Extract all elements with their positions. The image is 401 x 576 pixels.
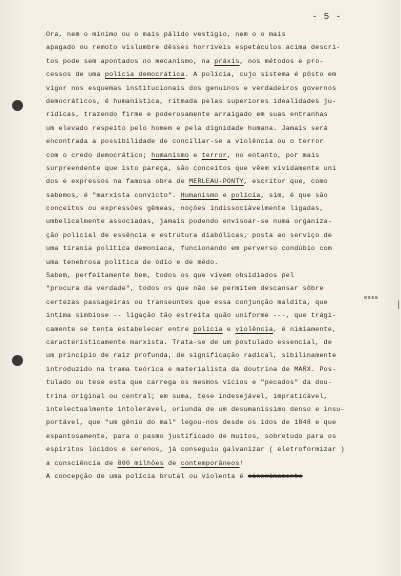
text-segment: Ora, nem o mínimo ou o mais pálido vestígio, nem o o mais bbox=[46, 31, 286, 38]
text-segment: A concepção de uma polícia brutal ou violenta é bbox=[46, 472, 248, 480]
text-segment: um princípio de raiz profunda, de significação radical, sibilinamente bbox=[46, 352, 337, 360]
underlined-text: contemporâneos bbox=[180, 459, 240, 467]
text-segment: tos pode sem apontados no mecanismo, na bbox=[46, 57, 215, 65]
text-segment: dos e expressos na famosa obra de bbox=[46, 178, 190, 186]
text-line bbox=[46, 95, 398, 108]
text-line bbox=[46, 363, 398, 376]
text-line bbox=[46, 122, 398, 135]
struck-text: sinonimamente bbox=[247, 472, 303, 480]
text-segment: característicamente marxista. Trata-se de um postulado essencial, de bbox=[46, 338, 333, 346]
underlined-text: terror bbox=[201, 151, 227, 159]
text-segment: com o credo democrático; bbox=[46, 151, 152, 159]
text-segment: , nos métodos e pro- bbox=[239, 57, 324, 65]
underlined-text: polícia bbox=[231, 191, 261, 199]
interlinear-correction: essa bbox=[364, 293, 379, 301]
text-segment: e bbox=[222, 325, 236, 333]
margin-mark: | bbox=[396, 300, 401, 310]
text-line bbox=[46, 175, 398, 188]
text-line bbox=[46, 470, 398, 483]
text-segment: ! bbox=[239, 459, 244, 467]
text-segment: uma tenebrosa política de ódio e de médo. bbox=[46, 258, 219, 266]
text-line bbox=[46, 430, 398, 443]
text-line bbox=[46, 68, 398, 81]
text-segment: certezas passageiras ou transeuntes que essa conjunção maldita, que bbox=[46, 298, 328, 306]
text-line bbox=[46, 41, 398, 54]
text-segment: , no entanto, por mais bbox=[226, 151, 320, 159]
text-segment: democráticos, é humanística, ritmada pelas superiores idealidades ju- bbox=[46, 97, 337, 105]
text-segment: introduzido na trama teórica e materialista da doutrina de MARX. Pos- bbox=[46, 365, 337, 373]
text-segment: e bbox=[218, 191, 232, 199]
text-segment: portável, que "um gênio do mal" legou-nos desde os idos de 1848 e que bbox=[46, 419, 337, 427]
text-segment: e bbox=[189, 151, 202, 159]
text-line bbox=[46, 282, 398, 295]
text-segment: , escritor que, como bbox=[243, 178, 328, 186]
underlined-text: polícia bbox=[193, 325, 223, 333]
text-line bbox=[46, 135, 398, 148]
text-segment: um elevado respeito pelo homem e pela dignidade humana. Jamais será bbox=[46, 124, 328, 132]
text-line bbox=[46, 28, 398, 41]
underlined-text: Humanismo bbox=[180, 191, 219, 199]
text-line bbox=[46, 376, 398, 389]
binder-hole-top bbox=[12, 100, 23, 111]
text-segment: surpreendente que isto pareça, são conceitos que vêem vividamente uni bbox=[46, 164, 337, 172]
text-line bbox=[46, 55, 398, 68]
text-line bbox=[46, 443, 398, 456]
underlined-text: humanismo bbox=[151, 151, 190, 159]
text-line bbox=[46, 189, 398, 202]
underlined-text: 800 milhões bbox=[117, 459, 164, 467]
text-segment: intelectualmente intolerável, oriunda de um desumaníssimo denso e insu- bbox=[46, 405, 345, 413]
underlined-text: polícia democrática bbox=[104, 71, 185, 79]
text-segment: encontrada a possibilidade de conciliar-se a violência ou o terror bbox=[46, 138, 324, 146]
text-line bbox=[46, 215, 398, 228]
text-segment: apagado ou remoto vislumbre dêsses horríveis espetáculos acima descri- bbox=[46, 44, 341, 52]
text-segment: tulado ou tese esta que carrega os mesmos vícios e "pecados" da dou- bbox=[46, 379, 333, 387]
text-segment: intima simbiose -- ligação tão estreita quão uniforme ---, que trági- bbox=[46, 312, 337, 320]
text-segment: sabemos, é "marxista convicto". bbox=[46, 191, 181, 199]
underlined-text: violência bbox=[235, 325, 274, 333]
text-segment: cessos de uma bbox=[46, 71, 105, 79]
underlined-text: práxis bbox=[214, 57, 240, 65]
typed-body-text bbox=[46, 28, 398, 483]
text-line bbox=[46, 309, 398, 322]
text-line bbox=[46, 293, 398, 309]
text-segment: Sabem, perfeitamente bem, todos os que vivem obsidiados pel bbox=[46, 272, 295, 280]
text-line bbox=[46, 242, 398, 255]
text-segment: ção policial de essência e estrutura diabólicas, posta ao serviço de bbox=[46, 231, 333, 239]
text-segment: espantosamente, para o pasmo justificado de muitos, sobretudo para os bbox=[46, 432, 337, 440]
text-segment: camente se tenta estabelecer entre bbox=[46, 325, 194, 333]
text-line bbox=[46, 390, 398, 403]
text-segment: conceitos ou expressões gêmeas, noções indissociàvelmente ligadas, bbox=[46, 205, 324, 213]
text-line bbox=[46, 323, 398, 336]
text-line bbox=[46, 336, 398, 349]
text-segment: umbelicalmente associadas, jamais podendo envisoar-se numa organiza- bbox=[46, 218, 333, 226]
text-line bbox=[46, 457, 398, 470]
text-segment: , é nimiamente, bbox=[273, 325, 337, 333]
text-segment: vigor nos esquemas institucionais dos genuinos e verdadeiros governos bbox=[46, 84, 337, 92]
text-segment: a consciência de bbox=[46, 459, 118, 467]
text-line bbox=[46, 229, 398, 242]
text-line bbox=[46, 108, 398, 121]
text-segment: rídicas, trazendo firme e poderosamente arraigado em suas entranhas bbox=[46, 111, 328, 119]
text-line bbox=[46, 349, 398, 362]
text-segment: espíritos lúcidos e serenos, já conseguiu galvanizar ( eletroformizar ) bbox=[46, 446, 345, 454]
text-segment: trina original ou central; em suma, tese indesejável, impraticável, bbox=[46, 392, 328, 400]
text-line bbox=[46, 202, 398, 215]
text-line bbox=[46, 403, 398, 416]
text-segment: , sim, é que são bbox=[260, 191, 328, 199]
text-line bbox=[46, 162, 398, 175]
text-segment: . A polícia, cujo sistema é pôsto em bbox=[184, 71, 337, 79]
text-line bbox=[46, 82, 398, 95]
text-segment: "procura da verdade", todos os que não se permitem descansar sôbre bbox=[46, 285, 324, 293]
text-segment: de bbox=[163, 459, 181, 467]
binder-hole-bottom bbox=[12, 355, 23, 366]
text-line bbox=[46, 269, 398, 282]
underlined-text: MERLEAU-PONTY bbox=[189, 178, 244, 186]
text-line bbox=[46, 149, 398, 162]
text-segment: uma tirania política demoníaca, funcionando em perverso condúbio com bbox=[46, 245, 333, 253]
text-line bbox=[46, 416, 398, 429]
page-number: - 5 - bbox=[312, 12, 342, 22]
text-line bbox=[46, 256, 398, 269]
